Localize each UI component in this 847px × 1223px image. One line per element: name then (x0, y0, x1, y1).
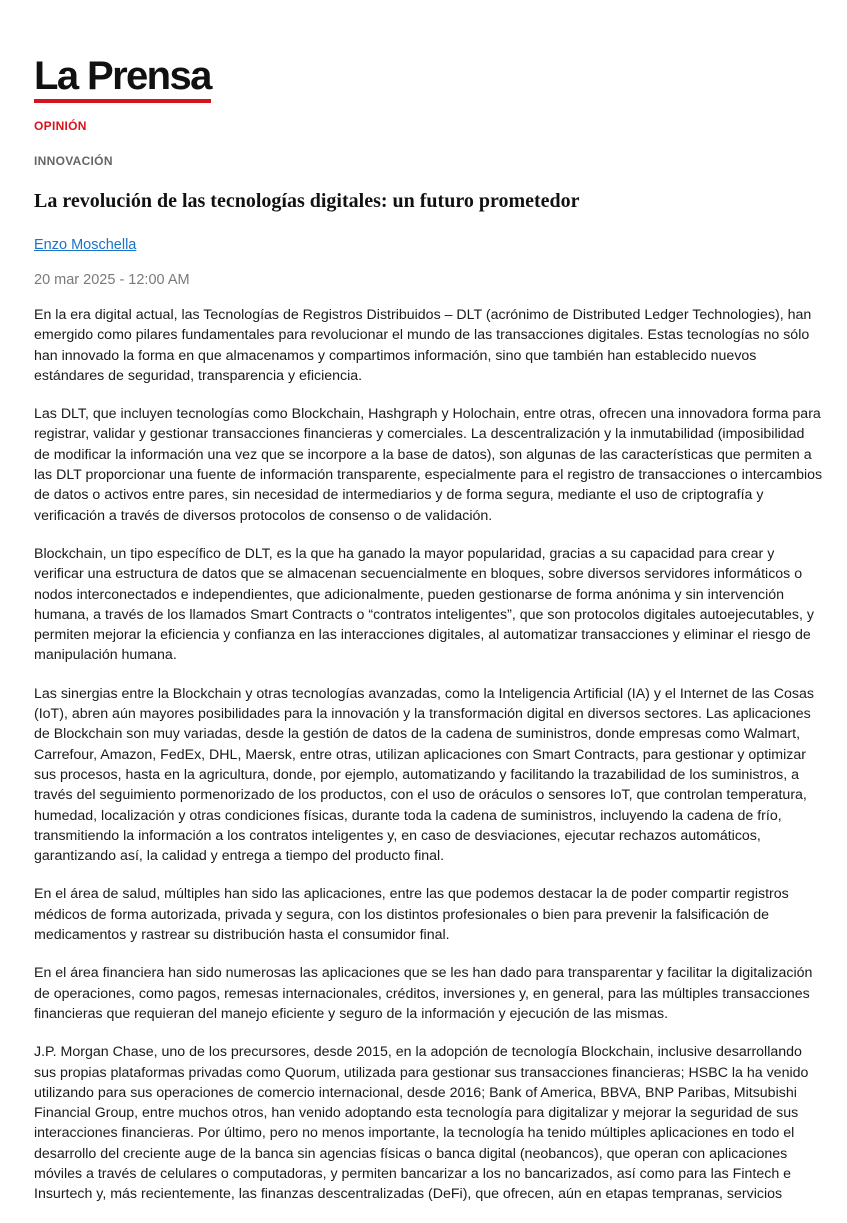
brand-logo[interactable]: La Prensa (34, 56, 211, 103)
article-paragraph: Las DLT, que incluyen tecnologías como Blockchain, Hashgraph y Holochain, entre otras, ofrecen una innovadora forma para registrar, validar y gestionar transacciones financieras y comerciales. La descentralización y la inmutabilidad (imposibilidad de modificar la información una vez que se incorpore a la base de datos), son algunas de las características que permiten a las DLT proporcionar una fuente de información transparente, especialmente para el registro de transacciones o intercambios de datos o activos entre pares, sin necesidad de intermediarios y de forma segura, mediante el uso de criptografía y verificación a través de diversos protocolos de consenso o de validación. (34, 406, 823, 524)
article-paragraph: Las sinergias entre la Blockchain y otras tecnologías avanzadas, como la Inteligencia Artificial (IA) y el Internet de las Cosas (IoT), abren aún mayores posibilidades para la innovación y la transformación digital en diversos sectores. Las aplicaciones de Blockchain son muy variadas, desde la gestión de datos de la cadena de suministros, donde empresas como Walmart, Carrefour, Amazon, FedEx, DHL, Maersk, entre otras, utilizan aplicaciones con Smart Contracts, para gestionar y optimizar sus procesos, hasta en la agricultura, donde, por ejemplo, automatizando y facilitando la trazabilidad de los suministros, a través del seguimiento pormenorizado de los productos, con el uso de oráculos o sensores IoT, que controlan temperatura, humedad, localización y otras condiciones físicas, durante toda la cadena de suministros, incluyendo la cadena de frío, transmitiendo la información a los contratos inteligentes y, en caso de desviaciones, ejecutar rechazos automáticos, garantizando así, la calidad y entrega a tiempo del producto final. (34, 685, 814, 865)
publish-date: 20 mar 2025 - 12:00 AM (34, 272, 190, 288)
author-link[interactable]: Enzo Moschella (34, 237, 137, 253)
article-paragraph: En el área de salud, múltiples han sido las aplicaciones, entre las que podemos destacar la de poder compartir registros médicos de forma autorizada, privada y segura, con los distintos profesionales o bien para prevenir la falsificación de medicamentos y rastrear su distribución hasta el consumidor final. (34, 886, 789, 944)
article-paragraph: Blockchain, un tipo específico de DLT, es la que ha ganado la mayor popularidad, gracias a su capacidad para crear y verificar una estructura de datos que se almacenan secuencialmente en bloques, sobre diversos servidores informáticos o nodos interconectados e independientes, que adicionalmente, pueden gestionarse de forma anónima y sin intervención humana, a través de los llamados Smart Contracts o “contratos inteligentes”, que son protocolos digitales autoejecutables, y permiten mejorar la eficiencia y confianza en las interacciones digitales, al automatizar transacciones y eliminar el riesgo de manipulación humana. (34, 545, 814, 664)
article-body (34, 305, 824, 1223)
article-title: La revolución de las tecnologías digitales: un futuro prometedor (34, 190, 580, 212)
article-paragraph: En la era digital actual, las Tecnologías de Registros Distribuidos – DLT (acrónimo de Distributed Ledger Technologies), han emergido como pilares fundamentales para revolucionar el mundo de las transacciones digitales. Estas tecnologías no sólo han innovado la forma en que almacenamos y compartimos información, sino que también han establecido nuevos estándares de seguridad, transparencia y eficiencia. (34, 307, 812, 384)
article-paragraph: J.P. Morgan Chase, uno de los precursores, desde 2015, en la adopción de tecnología Blockchain, inclusive desarrollando sus propias plataformas privadas como Quorum, utilizada para gestionar sus transacciones financieras; HSBC la ha venido utilizando para sus operaciones de comercio internacional, desde 2016; Bank of America, BBVA, BNP Paribas, Mitsubishi Financial Group, entre muchos otros, han venido adoptando esta tecnología para digitalizar y mejorar la seguridad de sus interacciones financieras. Por último, pero no menos importante, la tecnología ha tenido múltiples aplicaciones en todo el desarrollo del creciente auge de la banca sin agencias físicas o banca digital (neobancos), que operan con aplicaciones móviles a través de celulares o computadoras, y permiten bancarizar a los no bancarizados, así como para las Fintech e Insurtech y, más recientemente, las finanzas descentralizadas (DeFi), que ofrecen, aún en etapas tempranas, servicios (34, 1044, 809, 1203)
section-label[interactable]: OPINIÓN (34, 119, 87, 133)
article-paragraph: En el área financiera han sido numerosas las aplicaciones que se les han dado para transparentar y facilitar la digitalización de operaciones, como pagos, remesas internacionales, créditos, inversiones y, en general, para las múltiples transacciones financieras que requieran del manejo eficiente y seguro de la información y ejecución de las mismas. (34, 965, 813, 1022)
category-label[interactable]: INNOVACIÓN (34, 154, 113, 168)
